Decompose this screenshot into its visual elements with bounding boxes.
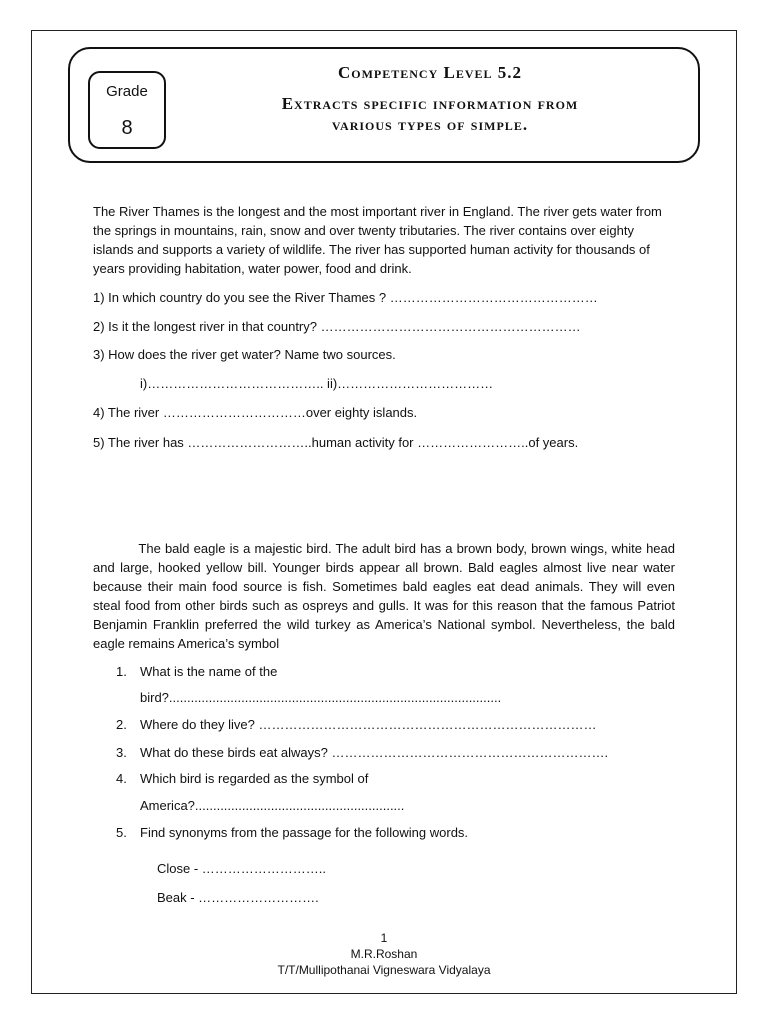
thames-question-2: 2) Is it the longest river in that country? …………………………………………………… (93, 319, 581, 334)
competency-title-line2: various types of simple. (331, 115, 529, 134)
competency-title-line1: Extracts specific information from (281, 94, 579, 113)
eagle-question-3: What do these birds eat always? ………………………………………………………. (140, 745, 609, 760)
eagle-question-1-answer: bird?............................................................................................ (140, 690, 502, 705)
eagle-question-4-number: 4. (116, 771, 127, 786)
eagle-question-1: What is the name of the (140, 664, 278, 679)
eagle-question-3-number: 3. (116, 745, 127, 760)
thames-question-3-answers: i)………………………………….. ii)……………………………… (140, 376, 494, 391)
thames-question-5: 5) The river has ………………………..human activity for ……………………..of years. (93, 435, 579, 450)
thames-question-3: 3) How does the river get water? Name two sources. (93, 347, 396, 362)
page-border (31, 30, 737, 994)
grade-number: 8 (121, 117, 133, 139)
passage-thames: The River Thames is the longest and the most important river in England. The river gets water from the springs in mountains, rain, snow and over twenty tributaries. The river contains over eighty islands and supports a variety of wildlife. The river has supported human activity for thousands of years providing habitation, water power, food and drink. (93, 204, 662, 276)
eagle-question-5: Find synonyms from the passage for the following words. (140, 825, 469, 840)
eagle-question-2: Where do they live? …………………………………………………………………… (140, 717, 597, 732)
synonym-beak: Beak - ………………………. (157, 890, 319, 905)
footer-author: M.R.Roshan (350, 947, 418, 961)
grade-label: Grade (106, 83, 148, 100)
eagle-question-4-answer: America?.......................................................... (140, 798, 405, 813)
thames-question-4: 4) The river ……………………………over eighty islands. (93, 405, 418, 420)
eagle-question-5-number: 5. (116, 825, 127, 840)
thames-question-1: 1) In which country do you see the River Thames ? ………………………………………… (93, 290, 598, 305)
eagle-question-2-number: 2. (116, 717, 127, 732)
eagle-question-1-number: 1. (116, 664, 127, 679)
synonym-close: Close - ……………………….. (157, 861, 327, 876)
passage-eagle: The bald eagle is a majestic bird. The adult bird has a brown body, brown wings, white head and large, hooked yellow bill. Younger birds appear all brown. Bald eagles almost live near water because their main food source is fish. Sometimes bald eagles eat dead animals. They will even steal food from other birds such as ospreys and gulls. It was for this reason that the famous Patriot Benjamin Franklin preferred the wild turkey as America’s National symbol. Nevertheless, the bald eagle remains America’s symbol (93, 541, 675, 651)
grade-box (88, 71, 166, 149)
footer-school: T/T/Mullipothanai Vigneswara Vidyalaya (277, 963, 491, 977)
competency-level: Competency Level 5.2 (337, 63, 523, 82)
page-number: 1 (380, 931, 388, 945)
eagle-question-4: Which bird is regarded as the symbol of (140, 771, 369, 786)
